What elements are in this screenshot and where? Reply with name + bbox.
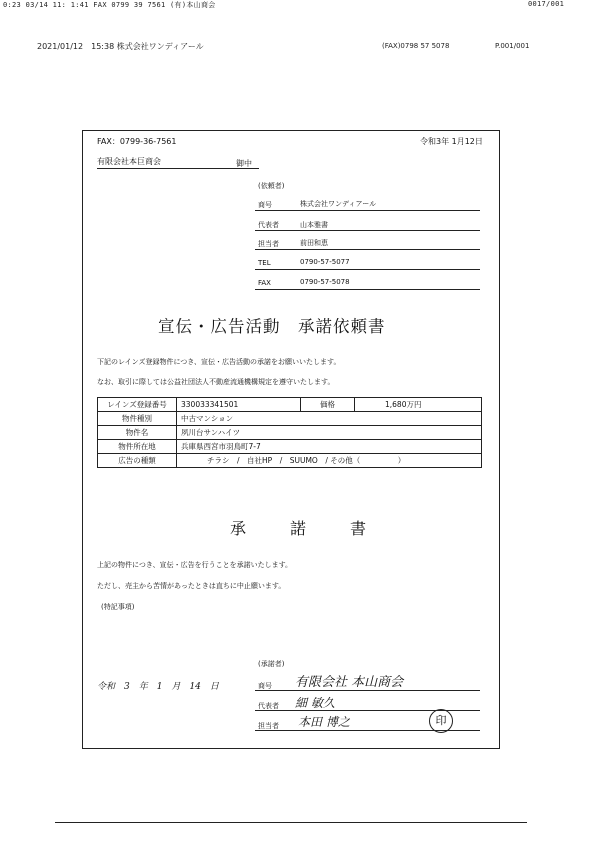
requester-company-line: [255, 210, 480, 211]
requester-fax-label: FAX: [258, 279, 271, 287]
consent-line-2: ただし、売主から苦情があったときは直ちに中止願います。: [97, 582, 286, 590]
consent-line-1: 上記の物件につき、宣伝・広告を行うことを承諾いたします。: [97, 561, 293, 569]
reins-number-value: 330033341501: [177, 398, 301, 412]
fax-header-page: P.001/001: [495, 42, 530, 50]
approver-staff-value: 本田 博之: [298, 715, 350, 729]
approver-company-label: 商号: [258, 682, 272, 690]
signature-date: 令和 3 年 1 月 14 日: [97, 682, 219, 692]
table-row: [98, 426, 482, 440]
reins-number-label: レインズ登録番号: [98, 398, 177, 412]
seal-stamp: 印: [429, 709, 453, 733]
price-value: 1,680万円: [355, 398, 482, 412]
requester-fax-value: 0790-57-5078: [300, 278, 350, 286]
recipient-suffix: 御中: [236, 159, 252, 168]
requester-company-value: 株式会社ワンディアール: [300, 200, 377, 208]
fax-header-line-2: 2021/01/12 15:38 株式会社ワンディアール: [37, 42, 204, 51]
property-name-label: 物件名: [98, 426, 177, 440]
approver-heading: (承諾者): [258, 660, 285, 668]
requester-tel-label: TEL: [258, 259, 271, 267]
requester-rep-label: 代表者: [258, 221, 279, 229]
fax-header-number: (FAX)0798 57 5078: [382, 42, 450, 50]
requester-heading: (依頼者): [258, 182, 285, 190]
document-date: 令和3年 1月12日: [420, 137, 483, 146]
property-type-label: 物件種別: [98, 412, 177, 426]
requester-staff-line: [255, 249, 480, 250]
table-row: [98, 440, 482, 454]
fax-header-line-1: 0:23 03/14 11: 1:41 FAX 0799 39 7561 (有)本山商会: [3, 1, 216, 9]
special-notes-heading: (特記事項): [101, 603, 135, 611]
property-type-value: 中古マンション: [177, 412, 482, 426]
recipient-underline: [97, 168, 259, 169]
footer-rule: [55, 822, 527, 823]
table-row: [98, 398, 482, 412]
fax-header-line-1-page: 0017/001: [528, 0, 565, 8]
requester-staff-value: 前田和恵: [300, 239, 328, 247]
intro-line-2: なお、取引に際しては公益社団法人不動産流通機構規定を遵守いたします。: [97, 378, 335, 386]
requester-staff-label: 担当者: [258, 240, 279, 248]
recipient-company: 有限会社本巨商会: [97, 157, 161, 166]
property-name-value: 夙川台サンハイツ: [177, 426, 482, 440]
approver-rep-value: 細 敏久: [295, 696, 335, 710]
approver-staff-label: 担当者: [258, 722, 279, 730]
requester-fax-line: [255, 289, 480, 290]
ad-type-value: チラシ / 自社HP / SUUMO / その他（ ）: [177, 454, 482, 468]
approver-company-value: 有限会社 本山商会: [295, 675, 404, 690]
document-title: 宣伝・広告活動 承諾依頼書: [158, 317, 386, 336]
price-label: 価格: [301, 398, 355, 412]
requester-tel-value: 0790-57-5077: [300, 258, 350, 266]
intro-line-1: 下記のレインズ登録物件につき、宣伝・広告活動の承諾をお願いいたします。: [97, 358, 341, 366]
consent-title: 承 諾 書: [230, 519, 381, 538]
approver-rep-label: 代表者: [258, 702, 279, 710]
property-table: [97, 397, 482, 468]
ad-type-label: 広告の種類: [98, 454, 177, 468]
requester-tel-line: [255, 269, 480, 270]
requester-company-label: 商号: [258, 201, 272, 209]
requester-rep-line: [255, 230, 480, 231]
recipient-fax: FAX：0799-36-7561: [97, 137, 177, 146]
table-row: [98, 454, 482, 468]
property-address-label: 物件所在地: [98, 440, 177, 454]
table-row: [98, 412, 482, 426]
requester-rep-value: 山本雅書: [300, 221, 328, 229]
approver-company-line: [255, 690, 480, 691]
property-address-value: 兵庫県西宮市羽鳥町7-7: [177, 440, 482, 454]
